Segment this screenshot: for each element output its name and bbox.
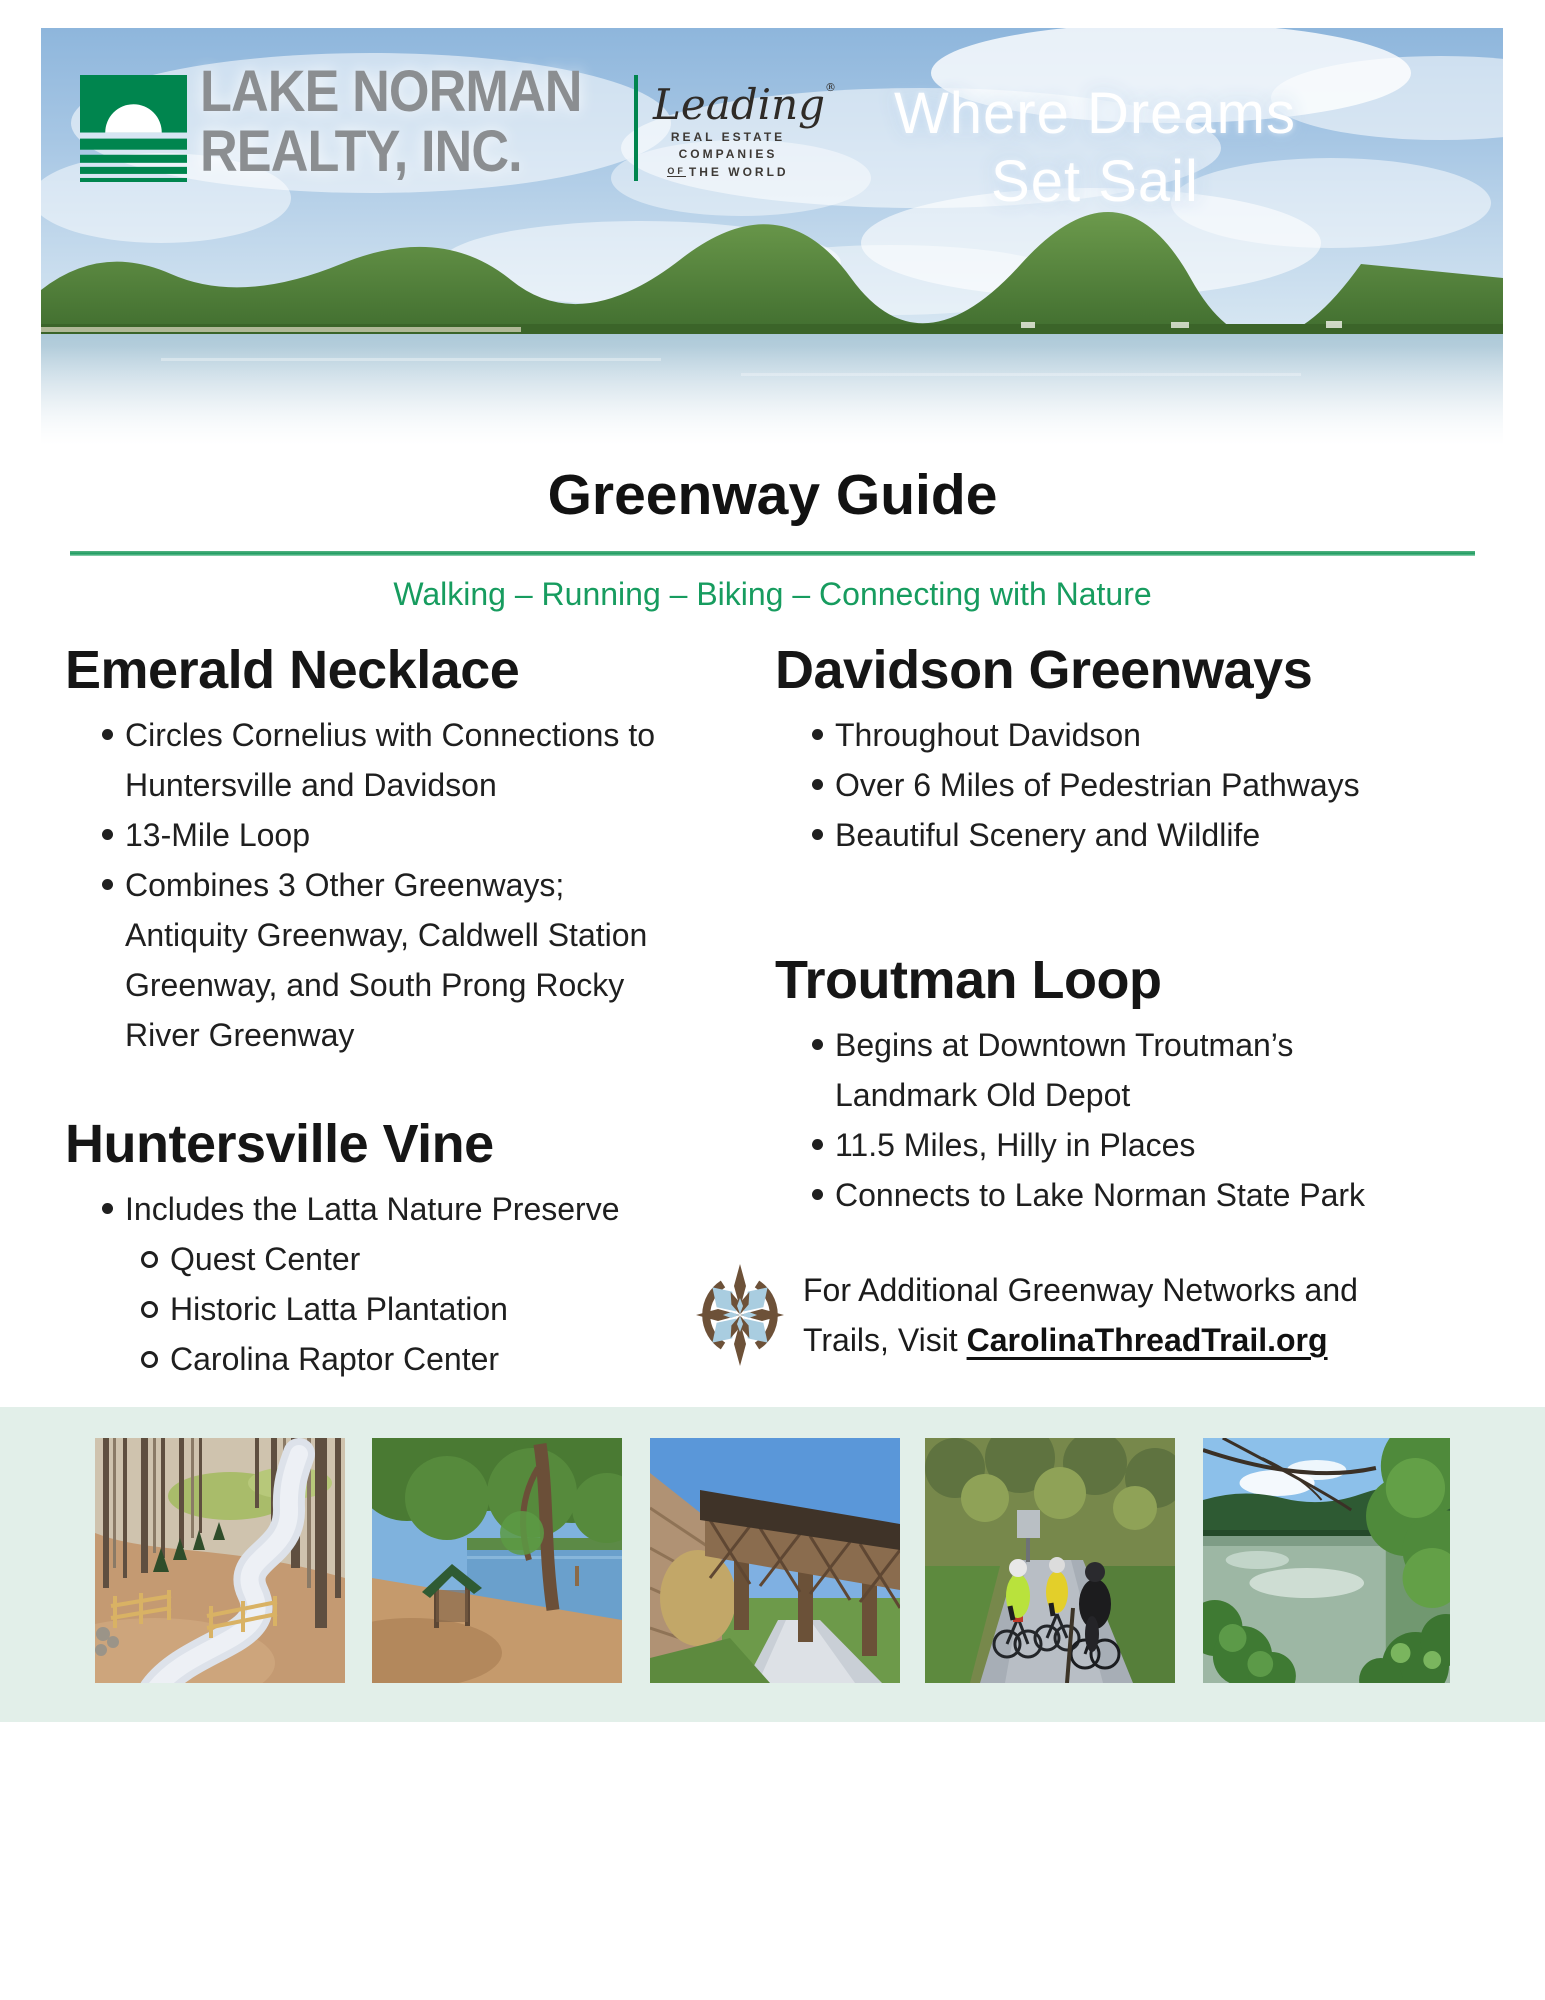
sub-list-item: Quest Center (65, 1234, 765, 1284)
list-item: Includes the Latta Nature Preserve (65, 1184, 765, 1234)
leading-line2: COMPANIES (678, 147, 778, 161)
photo-covered-bridge (650, 1438, 900, 1683)
section-heading: Troutman Loop (775, 950, 1162, 1010)
thread-trail-text (803, 1265, 1358, 1365)
section-troutman-loop (775, 952, 1490, 1220)
bullet-list (775, 1020, 1490, 1220)
leading-line1: REAL ESTATE (670, 130, 786, 144)
section-heading: Emerald Necklace (65, 640, 520, 700)
left-column (65, 642, 765, 1384)
page-subtitle: Walking – Running – Biking – Connecting with Nature (393, 576, 1152, 612)
tagline-line2: Set Sail (991, 149, 1199, 214)
carolina-thread-trail-icon (693, 1262, 787, 1368)
brand-name (200, 59, 582, 184)
winding-trail-illustration (95, 1438, 345, 1683)
photo-cyclists (925, 1438, 1175, 1683)
right-column (775, 642, 1490, 1220)
bullet-list (775, 710, 1490, 860)
photo-lake-reflection (1203, 1438, 1450, 1683)
lake-norman-realty-logo-icon (80, 75, 187, 182)
tagline-line1: Where Dreams (894, 81, 1296, 146)
covered-bridge-illustration (650, 1438, 900, 1683)
sub-list-item: Carolina Raptor Center (65, 1334, 765, 1384)
photo-lakeside-shelter (372, 1438, 622, 1683)
bullet-list (65, 710, 765, 1060)
section-davidson-greenways (775, 642, 1490, 860)
cyclists-illustration (925, 1438, 1175, 1683)
cta-line2: Trails, Visit CarolinaThreadTrail.org (803, 1322, 1328, 1358)
section-heading: Huntersville Vine (65, 1114, 494, 1174)
section-emerald-necklace (65, 642, 765, 1060)
sub-list-item: Historic Latta Plantation (65, 1284, 765, 1334)
list-item: 13-Mile Loop (65, 810, 765, 860)
hero-banner (41, 28, 1503, 463)
lakeside-shelter-illustration (372, 1438, 622, 1683)
section-heading: Davidson Greenways (775, 640, 1313, 700)
tagline (775, 80, 1415, 216)
list-item: Beautiful Scenery and Wildlife (775, 810, 1490, 860)
list-item: Combines 3 Other Greenways; Antiquity Greenway, Caldwell Station Greenway, and South Prong Rocky River Greenway (65, 860, 765, 1060)
section-huntersville-vine (65, 1116, 765, 1384)
thread-trail-callout (693, 1262, 1358, 1368)
photo-winding-trail (95, 1438, 345, 1683)
brand-name-line1: LAKE NORMAN (200, 59, 582, 124)
carolina-thread-trail-link[interactable]: CarolinaThreadTrail.org (966, 1322, 1328, 1358)
leading-script: Leading® (653, 80, 837, 129)
list-item: Throughout Davidson (775, 710, 1490, 760)
registered-mark: ® (825, 81, 837, 94)
list-item: Connects to Lake Norman State Park (775, 1170, 1490, 1220)
lake-reflection-illustration (1203, 1438, 1450, 1683)
list-item: Begins at Downtown Troutman’s Landmark Old Depot (775, 1020, 1490, 1120)
cta-line1: For Additional Greenway Networks and (803, 1272, 1358, 1308)
logo-separator (634, 75, 638, 181)
bullet-list (65, 1184, 765, 1384)
list-item: Over 6 Miles of Pedestrian Pathways (775, 760, 1490, 810)
page-title: Greenway Guide (547, 463, 998, 527)
leading-line3: OF THE WORLD (667, 165, 789, 179)
list-item: Circles Cornelius with Connections to Huntersville and Davidson (65, 710, 765, 810)
list-item: 11.5 Miles, Hilly in Places (775, 1120, 1490, 1170)
title-divider (70, 551, 1475, 556)
brand-name-line2: REALTY, INC. (200, 119, 522, 184)
